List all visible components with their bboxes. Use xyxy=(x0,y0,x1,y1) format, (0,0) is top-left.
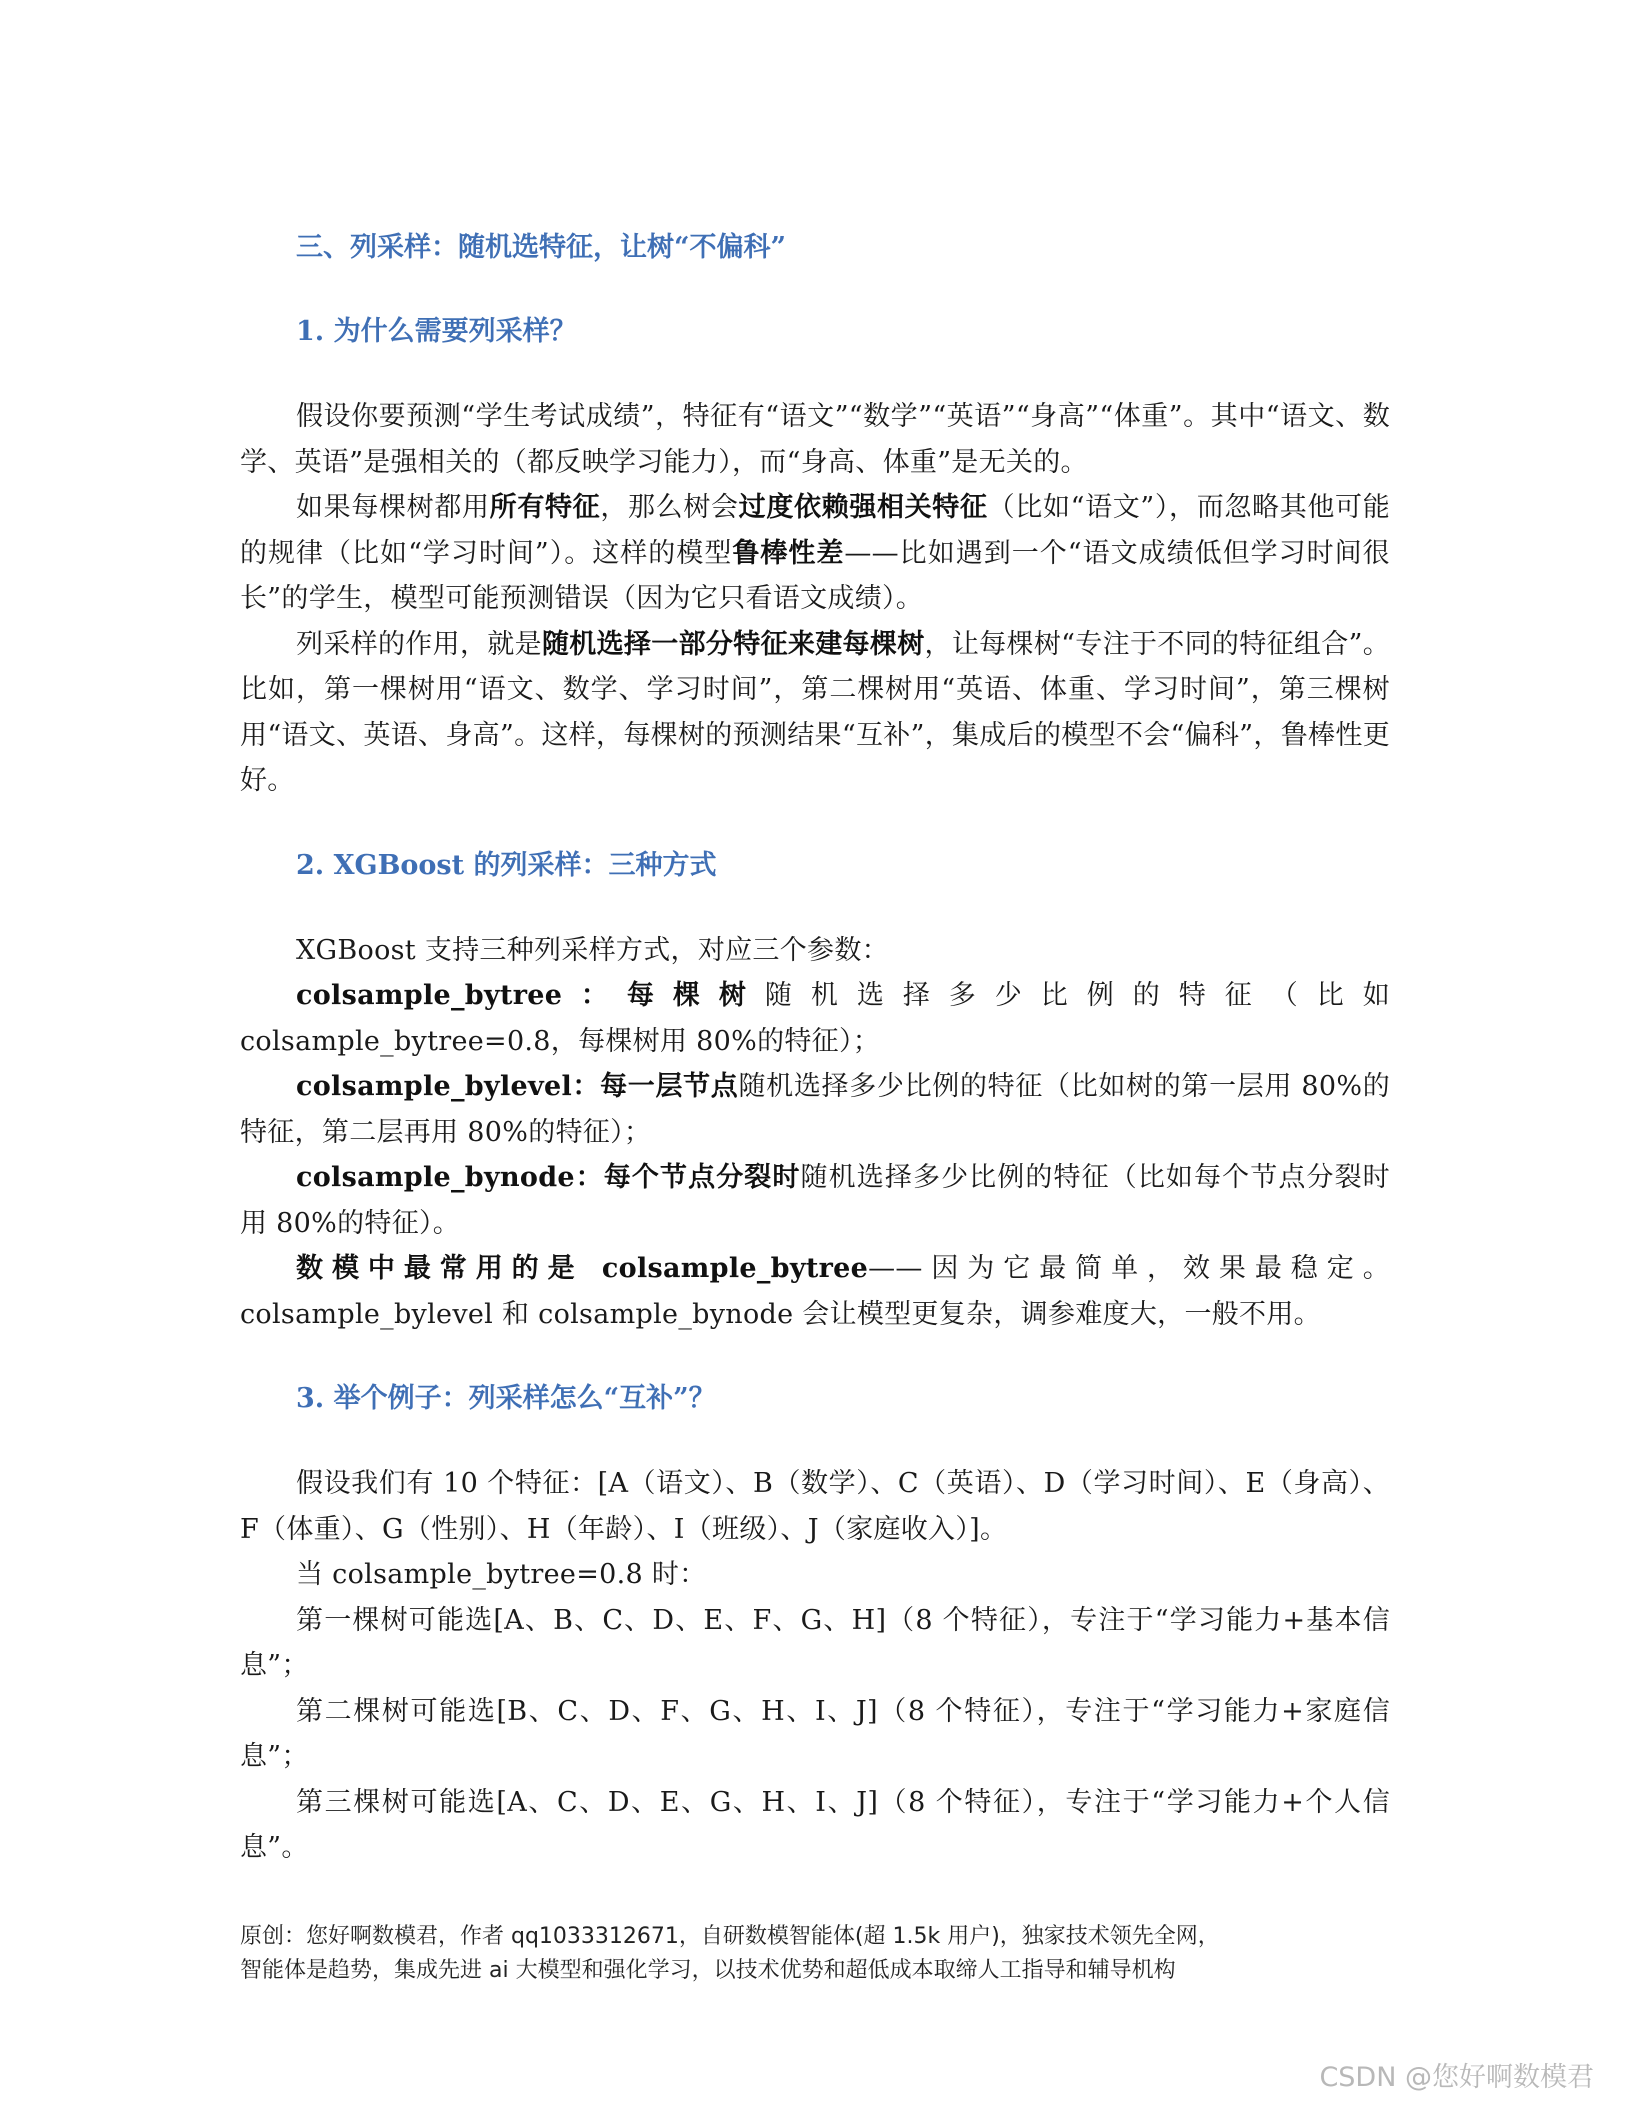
paragraph: 第二棵树可能选[B、C、D、F、G、H、I、J]（8 个特征），专注于“学习能力+家庭信息”； xyxy=(240,1695,1390,1772)
footer-note xyxy=(240,1920,1390,1988)
paragraph: 当 colsample_bytree=0.8 时： xyxy=(296,1559,707,1590)
paragraph: 如果每棵树都用所有特征，那么树会过度依赖强相关特征（比如“语文”），而忽略其他可能的规律（比如“学习时间”）。这样的模型鲁棒性差——比如遇到一个“语文成绩低但学习时间很长”的学生，模型可能预测错误（因为它只看语文成绩）。 xyxy=(240,492,1391,614)
paragraph: 第三棵树可能选[A、C、D、E、G、H、I、J]（8 个特征），专注于“学习能力+个人信息”。 xyxy=(240,1786,1390,1863)
subsection-title-3: 3. 举个例子：列采样怎么“互补”？ xyxy=(296,1383,716,1414)
bold-text: 过度依赖强相关特征 xyxy=(738,492,988,523)
paragraph: 列采样的作用，就是随机选择一部分特征来建每棵树，让每棵树“专注于不同的特征组合”。比如，第一棵树用“语文、数学、学习时间”，第二棵树用“英语、体重、学习时间”，第三棵树用“语文、英语、身高”。这样，每棵树的预测结果“互补”，集成后的模型不会“偏科”，鲁棒性更好。 xyxy=(240,628,1390,796)
paragraph: 数模中最常用的是 colsample_bytree——因为它最简单，效果最稳定。colsample_bylevel 和 colsample_bynode 会让模型更复杂，调参难度大，一般不用。 xyxy=(240,1253,1390,1330)
footer-line: 智能体是趋势，集成先进 ai 大模型和强化学习，以技术优势和超低成本取缔人工指导和辅导机构 xyxy=(240,1958,1176,1983)
document-body xyxy=(240,226,1390,1871)
bold-text: 鲁棒性差 xyxy=(732,537,845,569)
paragraph: XGBoost 支持三种列采样方式，对应三个参数： xyxy=(296,934,889,966)
param-colsample-bylevel: colsample_bylevel：每一层节点随机选择多少比例的特征（比如树的第一层用 80%的特征，第二层再用 80%的特征）； xyxy=(240,1071,1391,1148)
paragraph: 第一棵树可能选[A、B、C、D、E、F、G、H]（8 个特征），专注于“学习能力+基本信息”； xyxy=(240,1604,1390,1681)
csdn-watermark: CSDN @您好啊数模君 xyxy=(1319,2062,1594,2093)
subsection-title-2: 2. XGBoost 的列采样：三种方式 xyxy=(296,849,717,881)
section-title: 三、列采样：随机选特征，让树“不偏科” xyxy=(296,232,787,263)
bold-text: 所有特征 xyxy=(489,492,601,523)
paragraph: 假设我们有 10 个特征：[A（语文）、B（数学）、C（英语）、D（学习时间）、E（身高）、F（体重）、G（性别）、H（年龄）、I（班级）、J（家庭收入）]。 xyxy=(240,1468,1390,1545)
paragraph: 假设你要预测“学生考试成绩”，特征有“语文”“数学”“英语”“身高”“体重”。其中“语文、数学、英语”是强相关的（都反映学习能力），而“身高、体重”是无关的。 xyxy=(240,401,1390,478)
footer-line: 原创：您好啊数模君，作者 qq1033312671，自研数模智能体(超 1.5k 用户)，独家技术领先全网， xyxy=(240,1924,1220,1949)
param-colsample-bytree: colsample_bytree：每棵树随机选择多少比例的特征（比如 colsample_bytree=0.8，每棵树用 80%的特征）； xyxy=(240,980,1390,1057)
param-colsample-bynode: colsample_bynode：每个节点分裂时随机选择多少比例的特征（比如每个节点分裂时用 80%的特征）。 xyxy=(240,1162,1390,1239)
subsection-title-1: 1. 为什么需要列采样？ xyxy=(296,316,577,347)
bold-text: 随机选择一部分特征来建每棵树 xyxy=(541,628,925,660)
